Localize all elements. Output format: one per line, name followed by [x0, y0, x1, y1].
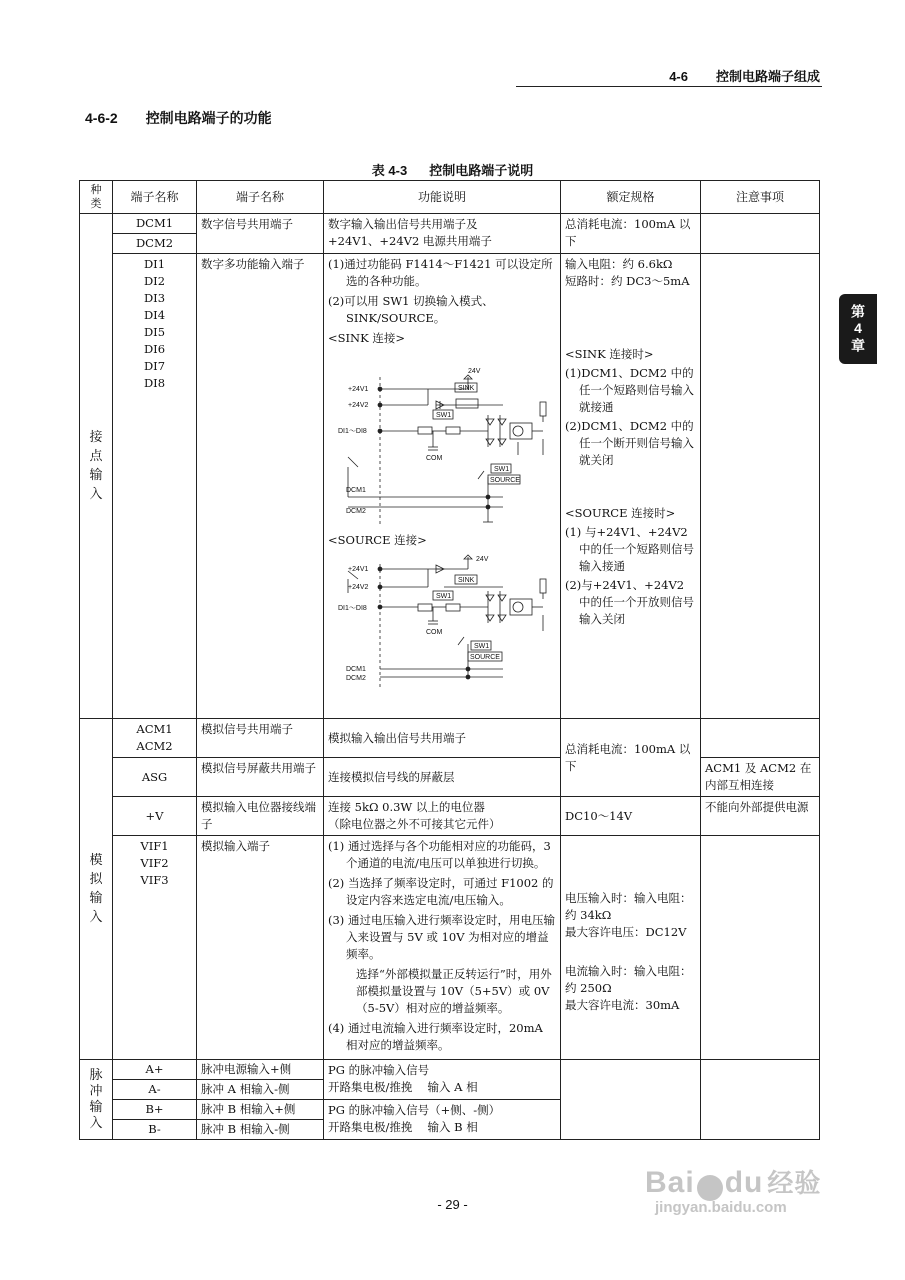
circuit-label-24v1-src: +24V1 [348, 566, 369, 573]
rating-vif-current: 电流输入时：输入电阻：约 250Ω [565, 964, 692, 995]
rating-sink-item: (1)DCM1、DCM2 中的任一个短路则信号输入就接通 [565, 366, 694, 414]
paw-icon [697, 1175, 723, 1201]
terminal-pulse-a [113, 1060, 197, 1100]
circuit-label-24v: 24V [468, 368, 481, 375]
category-char: 入 [89, 910, 103, 925]
chapter-tab-char: 章 [850, 338, 866, 354]
watermark-logo-text: du [724, 1166, 764, 1199]
name-vif: 模拟输入端子 [197, 836, 324, 1060]
name-pv: 模拟输入电位器接线端子 [197, 797, 324, 836]
terminal-pulse-b [113, 1100, 197, 1140]
caption-label: 表 4-3 [371, 163, 408, 178]
watermark-logo-text: Bai [645, 1166, 695, 1199]
rating-sink-item: (2)DCM1、DCM2 中的任一个断开则信号输入就关闭 [565, 419, 694, 467]
function-asg: 连接模拟信号线的屏蔽层 [324, 758, 561, 797]
terminal-acm1: ACM1 [136, 722, 173, 736]
circuit-label-sw1-b: SW1 [494, 466, 510, 473]
circuit-label-di-src: DI1～DI8 [338, 605, 367, 612]
terminal-di-item: DI7 [143, 359, 166, 373]
function-vif-item: (4) 通过电流输入进行频率设定时，20mA 相对应的增益频率。 [328, 1021, 543, 1052]
circuit-label-dcm2: DCM2 [346, 508, 366, 515]
function-di-item: (2)可以用 SW1 切换输入模式、SINK/SOURCE。 [328, 294, 494, 325]
terminal-acm2: ACM2 [136, 739, 173, 753]
terminal-dcm2: DCM2 [135, 236, 174, 250]
function-pv [324, 797, 561, 836]
header-rule [516, 86, 822, 87]
function-vif-item: 选择“外部模拟量正反转运行”时，用外部模拟量设置与 10V（5+5V）或 0V（5-5V）相对应的增益频率。 [356, 967, 552, 1015]
function-acm: 模拟输入输出信号共用端子 [324, 719, 561, 758]
function-pulse-b-line: 开路集电极/推挽 输入 B 相 [328, 1120, 478, 1134]
terminal-di-item: DI1 [143, 257, 166, 271]
rating-acm-asg: 总消耗电流：100mA 以下 [561, 719, 701, 797]
baidu-watermark [645, 1163, 821, 1216]
circuit-label-source: SOURCE [490, 477, 520, 484]
category-char: 入 [89, 1115, 103, 1131]
col-header-type: 种 类 [80, 181, 113, 214]
terminal-di [113, 254, 197, 719]
function-pulse-a-line: 开路集电极/推挽 输入 A 相 [328, 1080, 478, 1094]
category-char: 拟 [89, 872, 103, 887]
caption-title: 控制电路端子说明 [429, 163, 534, 178]
circuit-label-sw1-src: SW1 [436, 593, 452, 600]
col-header-name: 端子名称 [197, 181, 324, 214]
category-pulse-input [80, 1060, 113, 1140]
name-pulse-a [197, 1060, 324, 1100]
terminal-di-item: DI2 [143, 274, 166, 288]
category-char: 接 [89, 430, 103, 445]
rating-source-item: (2)与+24V1、+24V2 中的任一个开放则信号输入关闭 [565, 578, 694, 626]
circuit-label-sw1: SW1 [436, 412, 452, 419]
terminal-vif [113, 836, 197, 1060]
terminal-vif-item: VIF3 [140, 873, 169, 887]
function-di-item: (1)通过功能码 F1414～F1421 可以设定所选的各种功能。 [328, 257, 553, 288]
rating-di-short: 短路时：约 DC3～5mA [565, 274, 690, 288]
chapter-tab-char: 第 [850, 304, 866, 320]
rating-pv: DC10～14V [561, 797, 701, 836]
function-dcm: 数字输入输出信号共用端子及+24V1、+24V2 电源共用端子 [324, 214, 561, 254]
table-row [80, 836, 820, 1060]
rating-di [561, 254, 701, 719]
function-vif-item: (3) 通过电压输入进行频率设定时，用电压输入来设置与 5V 或 10V 为相对应的增益频率。 [328, 913, 555, 961]
table-header-row [80, 181, 820, 214]
rating-source-item: (1) 与+24V1、+24V2 中的任一个短路则信号输入接通 [565, 525, 694, 573]
terminal-di-item: DI4 [143, 308, 166, 322]
circuit-label-24v-src: 24V [476, 556, 489, 563]
circuit-label-dcm1: DCM1 [346, 487, 366, 494]
terminal-pv: +V [113, 797, 197, 836]
header-section-number: 4-6 [669, 69, 688, 84]
function-vif-item: (1) 通过选择与各个功能相对应的功能码，3 个通道的电流/电压可以单独进行切换。 [328, 839, 551, 870]
source-circuit-diagram [328, 549, 554, 699]
circuit-label-di: DI1～DI8 [338, 428, 367, 435]
name-pulse-b [197, 1100, 324, 1140]
category-char: 点 [89, 449, 103, 464]
circuit-label-com-src: COM [426, 629, 443, 636]
function-pulse-b-line: PG 的脉冲输入信号（+侧、-侧） [328, 1103, 501, 1117]
name-acm: 模拟信号共用端子 [197, 719, 324, 758]
table-caption [0, 160, 905, 179]
terminal-asg: ASG [113, 758, 197, 797]
col-header-function: 功能说明 [324, 181, 561, 214]
circuit-label-com: COM [426, 455, 443, 462]
function-pv-line: （除电位器之外不可接其它元件） [328, 817, 501, 831]
circuit-label-dcm1-src: DCM1 [346, 666, 366, 673]
category-char: 模 [89, 853, 103, 868]
name-a-plus: 脉冲电源输入+侧 [201, 1062, 292, 1076]
sink-label: <SINK 连接> [328, 331, 406, 345]
function-pv-line: 连接 5kΩ 0.3W 以上的电位器 [328, 800, 485, 814]
circuit-label-dcm2-src: DCM2 [346, 675, 366, 682]
heading-title: 控制电路端子的功能 [145, 110, 272, 126]
notes-pulse [701, 1060, 820, 1140]
rating-vif-max-current: 最大容许电流：30mA [565, 998, 680, 1012]
chapter-tab [839, 294, 877, 364]
circuit-label-source-src: SOURCE [470, 654, 500, 661]
heading-number: 4-6-2 [85, 110, 118, 126]
terminal-table [79, 180, 820, 1140]
circuit-label-24v1: +24V1 [348, 386, 369, 393]
col-header-rating: 额定规格 [561, 181, 701, 214]
category-char: 输 [89, 1099, 103, 1115]
terminal-di-item: DI8 [143, 376, 166, 390]
terminal-a-plus: A+ [145, 1062, 164, 1076]
table-row [80, 797, 820, 836]
notes-dcm [701, 214, 820, 254]
chapter-tab-char: 4 [850, 320, 866, 338]
terminal-di-item: DI6 [143, 342, 166, 356]
rating-vif [561, 836, 701, 1060]
rating-dcm: 总消耗电流：100mA 以下 [561, 214, 701, 254]
category-contact-input [80, 214, 113, 719]
table-row [80, 719, 820, 758]
header-section-title: 控制电路端子组成 [715, 69, 820, 84]
notes-vif [701, 836, 820, 1060]
table-row [80, 758, 820, 797]
category-char: 冲 [89, 1083, 103, 1099]
function-vif [324, 836, 561, 1060]
col-header-notes: 注意事项 [701, 181, 820, 214]
terminal-b-minus: B- [148, 1122, 161, 1136]
terminal-dcm [113, 214, 197, 254]
rating-di-resistance: 输入电阻：约 6.6kΩ [565, 257, 673, 271]
rating-vif-voltage: 电压输入时：输入电阻：约 34kΩ [565, 891, 692, 922]
terminal-di-item: DI3 [143, 291, 166, 305]
terminal-dcm1: DCM1 [135, 216, 174, 230]
name-b-plus: 脉冲 B 相输入+侧 [201, 1102, 296, 1116]
function-vif-item: (2) 当选择了频率设定时，可通过 F1002 的设定内容来选定电流/电压输入。 [328, 876, 554, 907]
category-char: 脉 [89, 1067, 103, 1083]
rating-source-head: <SOURCE 连接时> [565, 506, 676, 520]
watermark-url: jingyan.baidu.com [655, 1198, 787, 1216]
notes-pv: 不能向外部提供电源 [701, 797, 820, 836]
terminal-a-minus: A- [148, 1082, 161, 1096]
circuit-label-sink-src: SINK [458, 577, 475, 584]
table-row [80, 1060, 820, 1100]
terminal-di-item: DI5 [143, 325, 166, 339]
sink-circuit-diagram [328, 347, 554, 527]
name-dcm: 数字信号共用端子 [197, 214, 324, 254]
table-row [80, 214, 820, 254]
notes-asg: ACM1 及 ACM2 在内部互相连接 [701, 758, 820, 797]
function-di [324, 254, 561, 719]
rating-pulse [561, 1060, 701, 1140]
function-pulse-a [324, 1060, 561, 1100]
table-row [80, 254, 820, 719]
name-b-minus: 脉冲 B 相输入-侧 [201, 1122, 290, 1136]
watermark-logo-text: 经验 [767, 1168, 822, 1198]
page-number: - 29 - [437, 1197, 468, 1212]
category-analog-input [80, 719, 113, 1060]
terminal-acm [113, 719, 197, 758]
source-label: <SOURCE 连接> [328, 533, 427, 547]
name-di: 数字多功能输入端子 [197, 254, 324, 719]
rating-sink-head: <SINK 连接时> [565, 347, 654, 361]
running-header [669, 66, 820, 85]
circuit-label-sink: SINK [458, 385, 475, 392]
col-header-terminal: 端子名称 [113, 181, 197, 214]
notes-di [701, 254, 820, 719]
category-char: 输 [89, 468, 103, 483]
circuit-label-sw1-src-b: SW1 [474, 643, 490, 650]
circuit-label-24v2-src: +24V2 [348, 584, 369, 591]
category-char: 入 [89, 487, 103, 502]
function-pulse-a-line: PG 的脉冲输入信号 [328, 1063, 430, 1077]
terminal-b-plus: B+ [145, 1102, 164, 1116]
name-a-minus: 脉冲 A 相输入-侧 [201, 1082, 290, 1096]
name-asg: 模拟信号屏蔽共用端子 [197, 758, 324, 797]
rating-vif-max-voltage: 最大容许电压：DC12V [565, 925, 687, 939]
terminal-vif-item: VIF1 [140, 839, 169, 853]
terminal-vif-item: VIF2 [140, 856, 169, 870]
circuit-label-24v2: +24V2 [348, 402, 369, 409]
function-pulse-b [324, 1100, 561, 1140]
notes-acm [701, 719, 820, 758]
category-char: 输 [89, 891, 103, 906]
section-heading [85, 108, 272, 128]
